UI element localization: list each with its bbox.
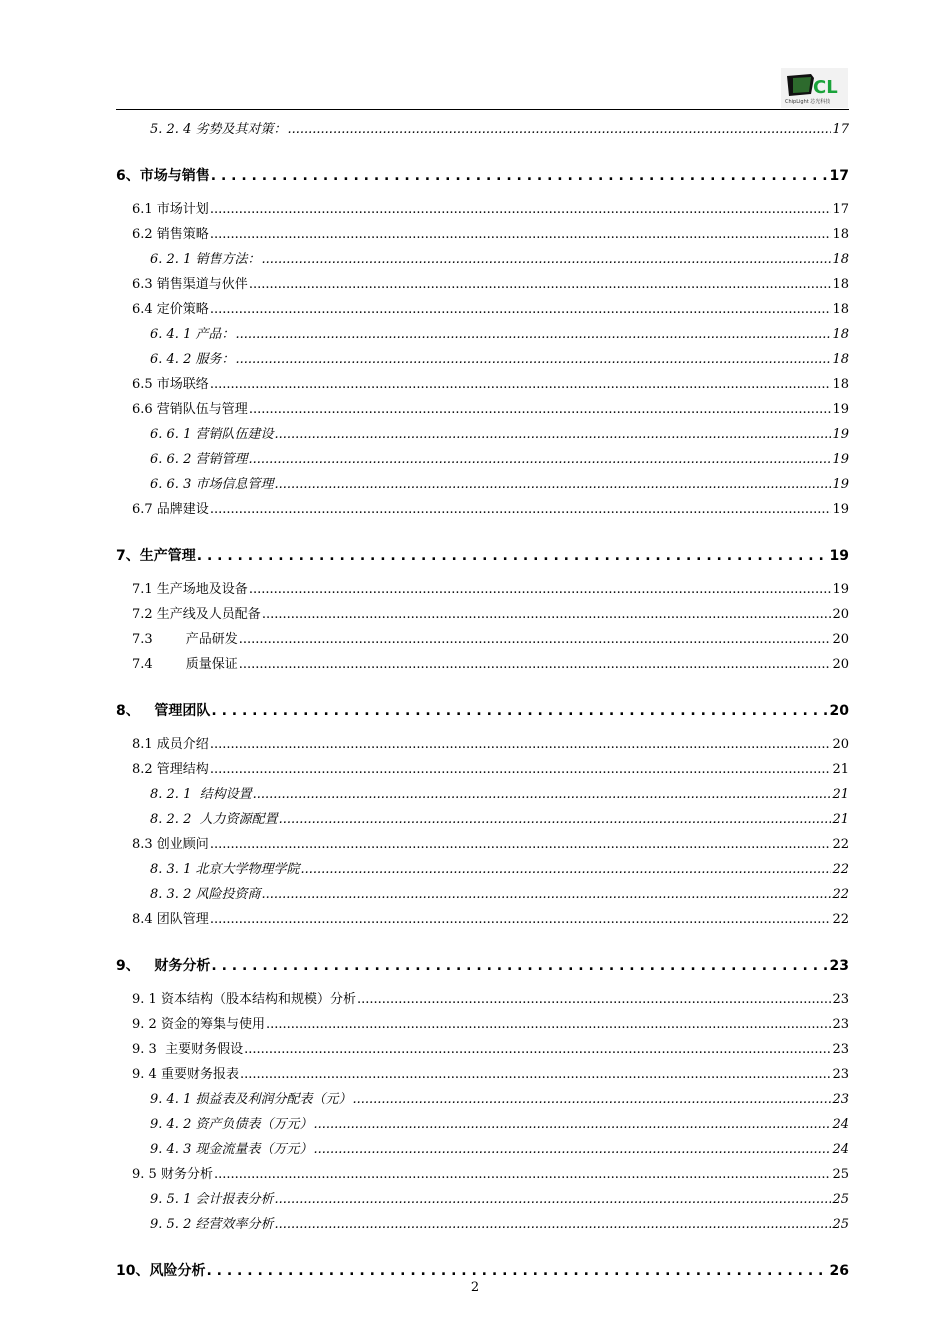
toc-entry-page: 17: [832, 122, 849, 137]
toc-leader: [313, 1117, 831, 1132]
toc-entry[interactable]: [116, 498, 849, 523]
toc-entry-page: 19: [832, 427, 849, 442]
toc-leader: [261, 252, 831, 267]
toc-entry[interactable]: [116, 298, 849, 323]
toc-entry-page: 18: [832, 327, 849, 342]
toc-entry-page: 20: [832, 607, 849, 622]
toc-entry-page: 18: [832, 377, 849, 392]
toc-entry[interactable]: [116, 373, 849, 398]
toc-entry-page: 23: [832, 992, 849, 1007]
toc-entry[interactable]: [116, 833, 849, 858]
toc-leader: [253, 787, 832, 802]
toc-entry-page: 21: [832, 787, 849, 802]
toc-entry-label: 9. 4. 1 损益表及利润分配表（元）: [150, 1092, 352, 1107]
toc-entry-label: 8. 2. 1 结构设置: [150, 787, 252, 802]
toc-entry[interactable]: [116, 1163, 849, 1188]
toc-leader: [210, 227, 832, 242]
toc-entry[interactable]: [116, 198, 849, 223]
toc-entry[interactable]: [116, 883, 849, 908]
toc-leader: [274, 477, 831, 492]
toc-leader: [206, 1263, 828, 1279]
toc-entry-label: 7.4 质量保证: [132, 657, 238, 672]
toc-entry[interactable]: [116, 1013, 849, 1038]
toc-entry-page: 25: [832, 1192, 849, 1207]
toc-leader: [274, 1217, 831, 1232]
toc-leader: [210, 762, 832, 777]
toc-leader: [266, 1017, 832, 1032]
toc-entry-label: 9. 4. 2 资产负债表（万元）: [150, 1117, 313, 1132]
toc-entry-page: 22: [832, 912, 849, 927]
toc-entry[interactable]: [116, 758, 849, 783]
page-number: 2: [470, 1280, 480, 1295]
toc-section-label: 8、 管理团队: [116, 703, 211, 719]
toc-section-label: 10、风险分析: [116, 1263, 206, 1279]
toc-entry-page: 20: [832, 737, 849, 752]
logo-caption: ChipLight 芯光科技: [785, 99, 831, 105]
toc-entry[interactable]: [116, 223, 849, 248]
toc-leader: [261, 887, 831, 902]
toc-leader: [313, 1142, 831, 1157]
toc-entry-label: 7.1 生产场地及设备: [132, 582, 248, 597]
toc-entry[interactable]: [116, 398, 849, 423]
toc-entry[interactable]: [116, 348, 849, 373]
toc-entry[interactable]: [116, 473, 849, 498]
logo-letters: CL: [813, 77, 838, 98]
toc-entry[interactable]: [116, 273, 849, 298]
toc-leader: [210, 377, 832, 392]
toc-entry-label: 6.5 市场联络: [132, 377, 209, 392]
toc-entry-label: 6.2 销售策略: [132, 227, 209, 242]
toc-leader: [274, 427, 831, 442]
toc-leader: [244, 1042, 831, 1057]
toc-entry[interactable]: [116, 1088, 849, 1113]
toc-leader: [249, 582, 832, 597]
toc-section-page: 17: [829, 168, 849, 184]
toc-entry-label: 6. 4. 1 产品：: [150, 327, 235, 342]
toc-entry[interactable]: [116, 628, 849, 653]
toc-entry-page: 23: [832, 1042, 849, 1057]
toc-entry-label: 7.2 生产线及人员配备: [132, 607, 261, 622]
toc-entry-page: 19: [832, 477, 849, 492]
toc-entry-page: 24: [832, 1117, 849, 1132]
toc-entry-page: 18: [832, 252, 849, 267]
toc-entry-label: 6.4 定价策略: [132, 302, 209, 317]
toc-entry-label: 6.6 营销队伍与管理: [132, 402, 248, 417]
toc-entry-page: 23: [832, 1067, 849, 1082]
toc-entry-page: 24: [832, 1142, 849, 1157]
toc-section-page: 23: [829, 958, 849, 974]
toc-entry-page: 18: [832, 227, 849, 242]
toc-leader: [279, 812, 832, 827]
toc-leader: [352, 1092, 831, 1107]
toc-leader: [240, 1067, 832, 1082]
toc-entry-label: 5. 2. 4 劣势及其对策：: [150, 122, 287, 137]
toc-entry-page: 22: [832, 862, 849, 877]
toc-leader: [235, 327, 831, 342]
toc-section-page: 26: [829, 1263, 849, 1279]
toc-entry-label: 9. 2 资金的筹集与使用: [132, 1017, 265, 1032]
toc-entry[interactable]: [116, 858, 849, 883]
toc-leader: [300, 862, 831, 877]
toc-entry-label: 6. 2. 1 销售方法：: [150, 252, 261, 267]
toc-section[interactable]: [116, 700, 849, 724]
toc-entry[interactable]: [116, 448, 849, 473]
toc-entry-label: 9. 4. 3 现金流量表（万元）: [150, 1142, 313, 1157]
toc-entry-label: 6. 6. 2 营销管理: [150, 452, 248, 467]
toc-section-label: 9、 财务分析: [116, 958, 211, 974]
toc-entry-page: 20: [832, 632, 849, 647]
toc-entry[interactable]: [116, 603, 849, 628]
toc-entry-label: 9. 4 重要财务报表: [132, 1067, 239, 1082]
toc-entry-page: 23: [832, 1017, 849, 1032]
toc-entry-label: 8. 3. 2 风险投资商: [150, 887, 261, 902]
toc-leader: [210, 837, 832, 852]
toc-entry-label: 8. 3. 1 北京大学物理学院: [150, 862, 300, 877]
toc-leader: [210, 202, 832, 217]
toc-section-label: 7、生产管理: [116, 548, 196, 564]
toc-leader: [274, 1192, 831, 1207]
toc-entry-page: 19: [832, 402, 849, 417]
toc-entry-label: 6. 6. 3 市场信息管理: [150, 477, 274, 492]
toc-entry[interactable]: [116, 1063, 849, 1088]
toc-entry-page: 18: [832, 277, 849, 292]
toc-entry-page: 19: [832, 452, 849, 467]
toc-entry-label: 8. 2. 2 人力资源配置: [150, 812, 278, 827]
toc-entry-page: 20: [832, 657, 849, 672]
toc-entry[interactable]: [116, 1113, 849, 1138]
toc-leader: [248, 452, 831, 467]
toc-section-page: 19: [829, 548, 849, 564]
logo-mark-icon: [781, 68, 848, 108]
toc-section[interactable]: [116, 165, 849, 189]
toc-leader: [211, 703, 828, 719]
toc-entry-page: 19: [832, 582, 849, 597]
toc-leader: [210, 502, 832, 517]
toc-leader: [211, 168, 829, 184]
toc-entry[interactable]: [116, 1188, 849, 1213]
toc-entry-page: 18: [832, 352, 849, 367]
toc-entry[interactable]: [116, 578, 849, 603]
toc-section[interactable]: [116, 545, 849, 569]
toc-entry-label: 7.3 产品研发: [132, 632, 238, 647]
toc-entry-label: 9. 1 资本结构（股本结构和规模）分析: [132, 992, 356, 1007]
toc-entry-label: 9. 5 财务分析: [132, 1167, 213, 1182]
toc-leader: [249, 277, 832, 292]
toc-leader: [249, 402, 832, 417]
toc-entry[interactable]: [116, 1213, 849, 1238]
toc-entry-page: 22: [832, 837, 849, 852]
toc-entry[interactable]: [116, 1038, 849, 1063]
toc-entry-label: 8.3 创业顾问: [132, 837, 209, 852]
toc-leader: [197, 548, 829, 564]
toc-entry-page: 22: [832, 887, 849, 902]
toc-entry-page: 23: [832, 1092, 849, 1107]
toc-section-label: 6、市场与销售: [116, 168, 210, 184]
toc-entry[interactable]: [116, 248, 849, 273]
toc-entry-label: 9. 3 主要财务假设: [132, 1042, 244, 1057]
toc-leader: [287, 122, 831, 137]
toc-leader: [210, 302, 832, 317]
table-of-contents: [116, 118, 849, 1293]
toc-entry-page: 25: [832, 1217, 849, 1232]
toc-entry-page: 21: [832, 762, 849, 777]
toc-entry-label: 6.3 销售渠道与伙伴: [132, 277, 248, 292]
toc-entry-label: 6. 6. 1 营销队伍建设: [150, 427, 274, 442]
toc-section[interactable]: [116, 955, 849, 979]
toc-leader: [262, 607, 832, 622]
toc-leader: [239, 657, 832, 672]
toc-entry-page: 21: [832, 812, 849, 827]
toc-entry[interactable]: [116, 323, 849, 348]
toc-entry-page: 25: [832, 1167, 849, 1182]
toc-entry-label: 8.4 团队管理: [132, 912, 209, 927]
toc-entry[interactable]: [116, 783, 849, 808]
toc-entry-label: 8.2 管理结构: [132, 762, 209, 777]
toc-entry-page: 19: [832, 502, 849, 517]
company-logo: [781, 68, 848, 108]
toc-entry-label: 6. 4. 2 服务：: [150, 352, 235, 367]
toc-leader: [357, 992, 832, 1007]
toc-entry[interactable]: [116, 1138, 849, 1163]
toc-entry[interactable]: [116, 653, 849, 678]
toc-leader: [239, 632, 832, 647]
toc-entry-label: 6.1 市场计划: [132, 202, 209, 217]
toc-entry-label: 9. 5. 1 会计报表分析: [150, 1192, 274, 1207]
toc-leader: [235, 352, 831, 367]
toc-entry-label: 8.1 成员介绍: [132, 737, 209, 752]
toc-leader: [210, 737, 832, 752]
toc-entry-page: 18: [832, 302, 849, 317]
toc-entry-label: 6.7 品牌建设: [132, 502, 209, 517]
header-rule: [116, 109, 849, 110]
toc-entry[interactable]: [116, 988, 849, 1013]
toc-entry[interactable]: [116, 118, 849, 143]
toc-entry-label: 9. 5. 2 经营效率分析: [150, 1217, 274, 1232]
toc-leader: [211, 958, 828, 974]
toc-leader: [210, 912, 832, 927]
toc-entry[interactable]: [116, 908, 849, 933]
toc-entry[interactable]: [116, 423, 849, 448]
toc-entry[interactable]: [116, 808, 849, 833]
toc-entry-page: 17: [832, 202, 849, 217]
toc-section-page: 20: [829, 703, 849, 719]
toc-leader: [214, 1167, 832, 1182]
toc-entry[interactable]: [116, 733, 849, 758]
